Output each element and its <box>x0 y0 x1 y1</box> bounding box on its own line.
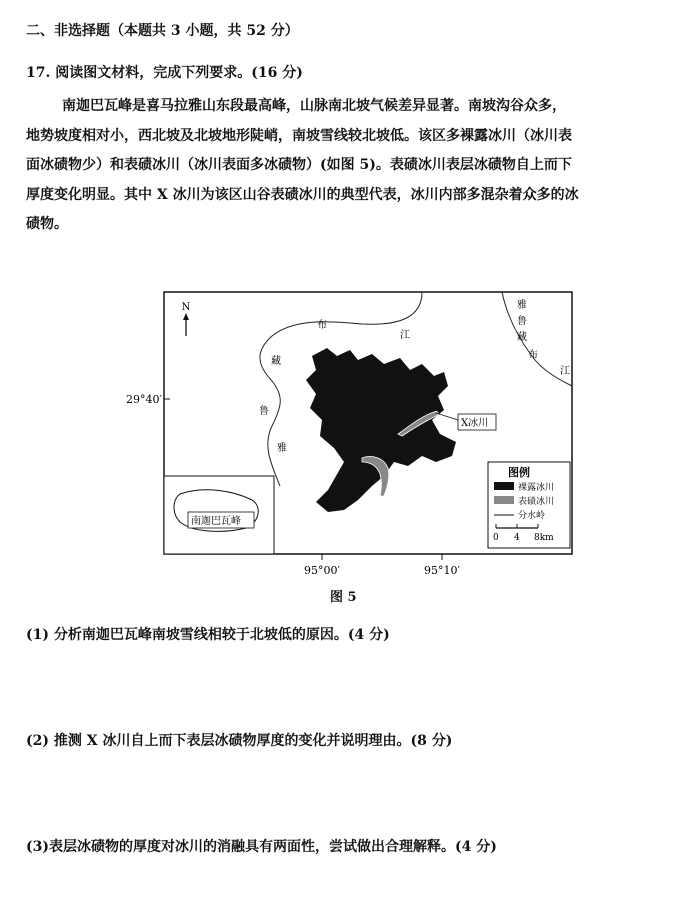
legend-title: 图例 <box>508 466 530 479</box>
inset-label: 南迦巴瓦峰 <box>191 516 241 527</box>
longitude-label: 95°00′ <box>304 564 340 577</box>
sub-question-3: (3)表层冰碛物的厚度对冰川的消融具有两面性，尝试做出合理解释。(4 分) <box>26 839 497 855</box>
paragraph-line: 地势坡度相对小，西北坡及北坡地形陡峭，南坡雪线较北坡低。该区多裸露冰川（冰川表 <box>26 127 572 144</box>
river-char: 布 <box>317 320 327 331</box>
scale-tick: 4 <box>514 533 520 543</box>
river-char: 雅 <box>277 443 287 454</box>
scale-tick: 0 <box>493 533 499 543</box>
legend-item: 裸露冰川 <box>518 483 555 493</box>
paragraph-line: 南迦巴瓦峰是喜马拉雅山东段最高峰，山脉南北坡气候差异显著。南坡沟谷众多， <box>62 98 566 114</box>
map-figure <box>122 286 582 586</box>
map-svg <box>122 286 582 586</box>
x-glacier-label: X冰川 <box>461 418 489 429</box>
question-title: 17. 阅读图文材料，完成下列要求。(16 分) <box>26 65 303 81</box>
figure-caption: 图 5 <box>330 590 357 605</box>
paragraph-line: 碛物。 <box>26 216 68 232</box>
question-paragraph <box>26 92 668 240</box>
section-heading: 二、非选择题（本题共 3 小题，共 52 分） <box>26 23 299 39</box>
paragraph-line: 面冰碛物少）和表碛冰川（冰川表面多冰碛物）(如图 5)。表碛冰川表层冰碛物自上而下 <box>26 157 572 173</box>
longitude-label: 95°10′ <box>424 564 460 577</box>
river-char: 鲁 <box>517 316 527 327</box>
river-char: 江 <box>560 366 570 377</box>
legend-swatch-bare <box>494 482 514 490</box>
sub-question-1: (1) 分析南迦巴瓦峰南坡雪线相较于北坡低的原因。(4 分) <box>26 627 390 643</box>
river-char: 鲁 <box>259 406 269 417</box>
legend-item: 表碛冰川 <box>518 497 555 507</box>
river-char: 藏 <box>517 332 527 343</box>
sub-question-2: (2) 推测 X 冰川自上而下表层冰碛物厚度的变化并说明理由。(8 分) <box>26 733 453 749</box>
river-char: 布 <box>528 350 538 361</box>
river-char: 雅 <box>517 300 527 311</box>
river-char: 藏 <box>271 356 281 367</box>
river-char: 江 <box>400 330 410 341</box>
legend-item: 分水岭 <box>518 511 546 521</box>
legend-swatch-debris <box>494 496 514 504</box>
latitude-label: 29°40′ <box>126 393 162 406</box>
paragraph-line: 厚度变化明显。其中 X 冰川为该区山谷表碛冰川的典型代表，冰川内部多混杂着众多的冰 <box>26 186 579 203</box>
scale-tick: 8km <box>534 533 554 543</box>
north-label: N <box>181 302 191 313</box>
